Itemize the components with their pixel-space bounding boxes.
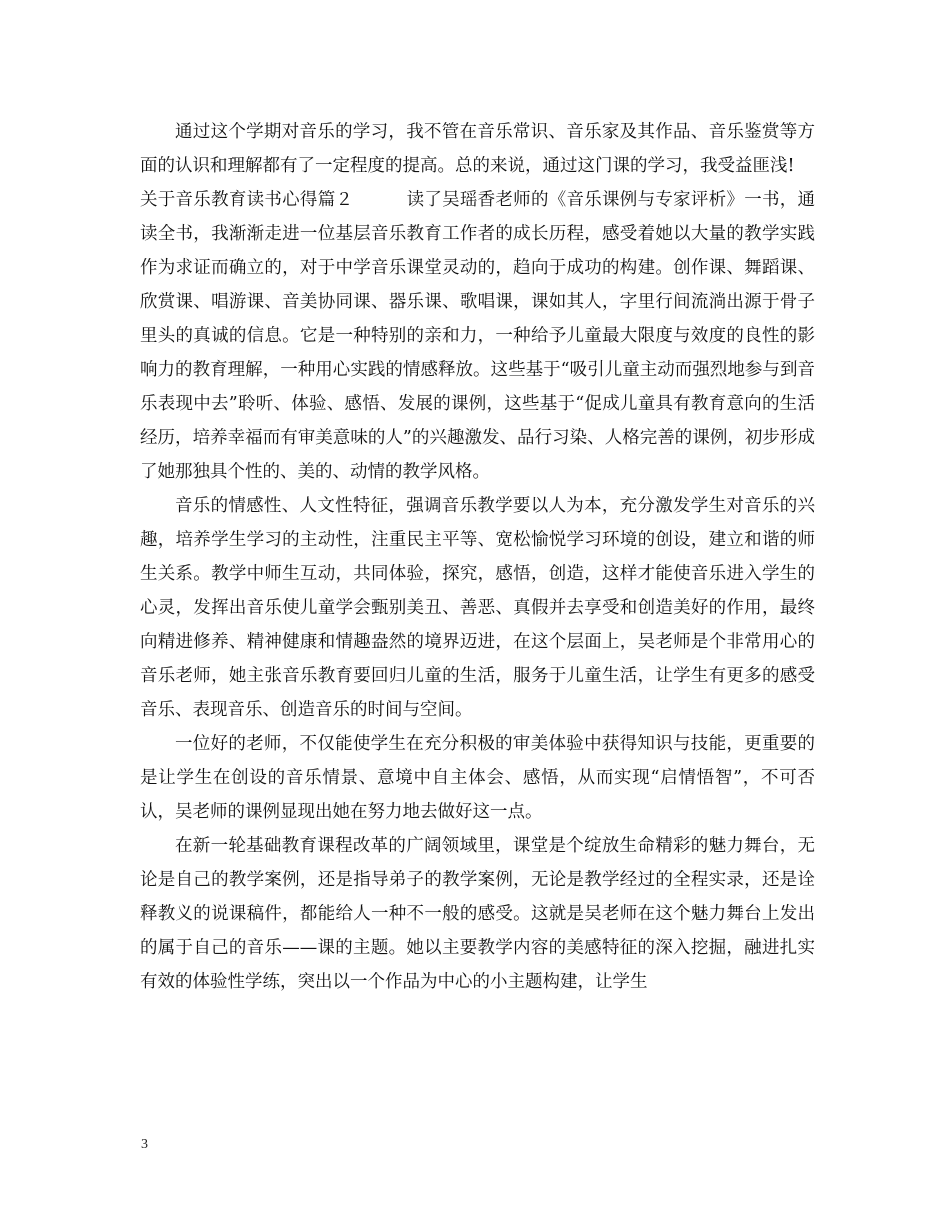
document-body — [140, 115, 815, 999]
spacer — [353, 190, 406, 210]
paragraph-4: 一位好的老师，不仅能使学生在充分积极的审美体验中获得知识与技能，更重要的是让学生在创设的音乐情景、意境中自主体会、感悟，从而实现“启情悟智”，不可否认，吴老师的课例显现出她在努力地去做好这一点。 — [140, 734, 815, 822]
page-number: 3 — [141, 1137, 148, 1152]
paragraph-5: 在新一轮基础教育课程改革的广阔领域里，课堂是个绽放生命精彩的魅力舞台，无论是自己的教学案例，还是指导弟子的教学案例，无论是教学经过的全程实录，还是诠释教义的说课稿件，都能给人一种不一般的感受。这就是吴老师在这个魅力舞台上发出的属于自己的音乐——课的主题。她以主要教学内容的美感特征的深入挖掘，融进扎实有效的体验性学练，突出以一个作品为中心的小主题构建，让学生 — [140, 836, 815, 992]
section-heading: 关于音乐教育读书心得篇２ — [140, 190, 354, 210]
paragraph-1: 通过这个学期对音乐的学习，我不管在音乐常识、音乐家及其作品、音乐鉴赏等方面的认识和理解都有了一定程度的提高。总的来说，通过这门课的学习，我受益匪浅! — [140, 122, 815, 176]
paragraph-2 — [140, 183, 815, 489]
paragraph-3: 音乐的情感性、人文性特征，强调音乐教学要以人为本，充分激发学生对音乐的兴趣，培养学生学习的主动性，注重民主平等、宽松愉悦学习环境的创设，建立和谐的师生关系。教学中师生互动，共同体验，探究，感悟，创造，这样才能使音乐进入学生的心灵，发挥出音乐使儿童学会甄别美丑、善恶、真假并去享受和创造美好的作用，最终向精进修养、精神健康和情趣盎然的境界迈进，在这个层面上，吴老师是个非常用心的音乐老师，她主张音乐教育要回归儿童的生活，服务于儿童生活，让学生有更多的感受音乐、表现音乐、创造音乐的时间与空间。 — [140, 496, 815, 720]
paragraph-2-text: 读了吴瑶香老师的《音乐课例与专家评析》一书，通读全书，我渐渐走进一位基层音乐教育工作者的成长历程，感受着她以大量的教学实践作为求证而确立的，对于中学音乐课堂灵动的，趋向于成功的构建。创作课、舞蹈课、欣赏课、唱游课、音美协同课、器乐课、歌唱课，课如其人，字里行间流淌出源于骨子里头的真诚的信息。它是一种特别的亲和力，一种给予儿童最大限度与效度的良性的影响力的教育理解，一种用心实践的情感释放。这些基于“吸引儿童主动而强烈地参与到音乐表现中去”聆听、体验、感悟、发展的课例，这些基于“促成儿童具有教育意向的生活经历，培养幸福而有审美意味的人”的兴趣激发、品行习染、人格完善的课例，初步形成了她那独具个性的、美的、动情的教学风格。 — [140, 190, 816, 482]
